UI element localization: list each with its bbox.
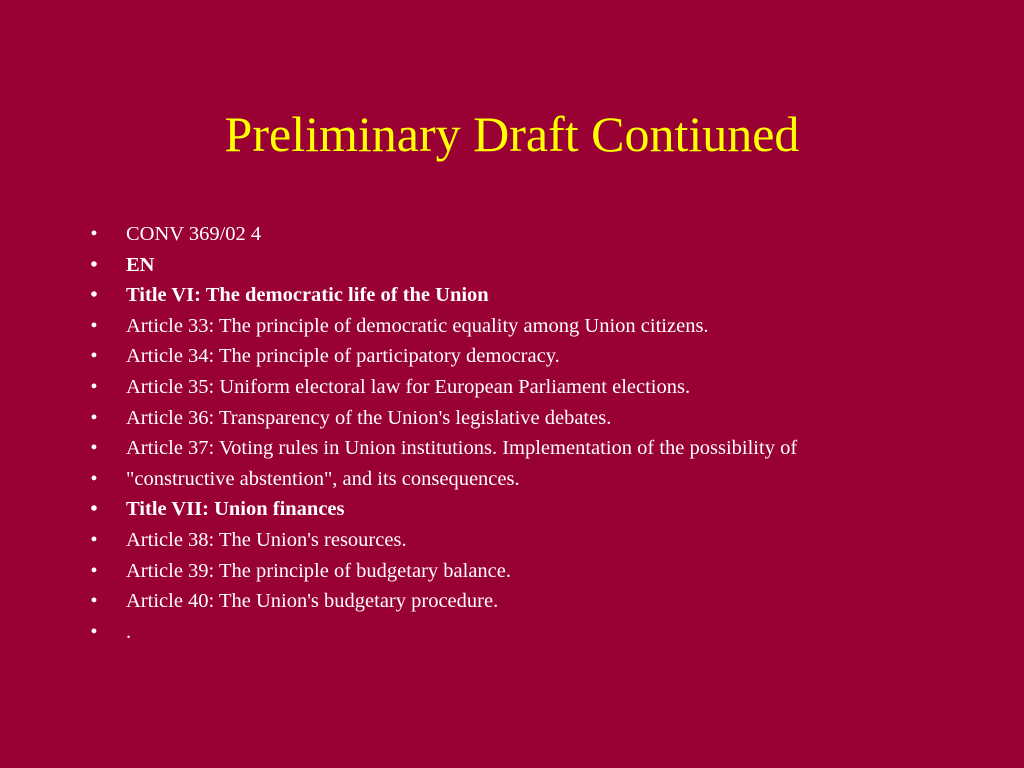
- bullet-text: Article 39: The principle of budgetary balance.: [126, 559, 511, 582]
- bullet-list: [84, 224, 954, 652]
- bullet-icon: •: [90, 559, 98, 582]
- bullet-text: CONV 369/02 4: [126, 223, 262, 245]
- bullet-icon: •: [90, 406, 98, 429]
- bullet-icon: •: [90, 620, 98, 643]
- bullet-item: [84, 499, 954, 519]
- slide-title: Preliminary Draft Contiuned: [224, 106, 800, 162]
- bullet-item: [84, 469, 954, 489]
- bullet-icon: •: [90, 528, 98, 551]
- bullet-icon: •: [90, 284, 98, 307]
- bullet-item: [84, 346, 954, 366]
- bullet-text: Title VII: Union finances: [126, 498, 345, 521]
- bullet-item: [84, 591, 954, 611]
- bullet-item: [84, 561, 954, 581]
- bullet-item: [84, 622, 954, 642]
- bullet-icon: •: [90, 314, 98, 337]
- bullet-icon: •: [90, 345, 98, 368]
- bullet-text: Article 37: Voting rules in Union institutions. Implementation of the possibility of: [126, 437, 798, 460]
- bullet-text: Article 38: The Union's resources.: [126, 528, 407, 551]
- bullet-icon: •: [90, 467, 98, 490]
- bullet-item: [84, 408, 954, 428]
- bullet-icon: •: [90, 498, 98, 521]
- bullet-item: [84, 377, 954, 397]
- bullet-text: .: [126, 620, 132, 643]
- bullet-text: Article 33: The principle of democratic equality among Union citizens.: [126, 314, 709, 337]
- bullet-item: [84, 255, 954, 275]
- bullet-icon: •: [90, 375, 98, 398]
- bullet-icon: •: [90, 223, 98, 245]
- bullet-text: Article 34: The principle of participatory democracy.: [126, 345, 560, 368]
- bullet-item: [84, 224, 954, 244]
- bullet-text: Title VI: The democratic life of the Union: [126, 284, 489, 307]
- bullet-item: [84, 285, 954, 305]
- bullet-text: Article 36: Transparency of the Union's legislative debates.: [126, 406, 612, 429]
- bullet-icon: •: [90, 253, 98, 276]
- bullet-item: [84, 316, 954, 336]
- bullet-icon: •: [90, 590, 98, 613]
- bullet-text: Article 35: Uniform electoral law for European Parliament elections.: [126, 375, 691, 398]
- bullet-icon: •: [90, 437, 98, 460]
- bullet-item: [84, 438, 954, 458]
- bullet-text: Article 40: The Union's budgetary procedure.: [126, 590, 499, 613]
- bullet-text: "constructive abstention", and its consequences.: [126, 467, 520, 490]
- bullet-item: [84, 530, 954, 550]
- bullet-text: EN: [126, 253, 155, 276]
